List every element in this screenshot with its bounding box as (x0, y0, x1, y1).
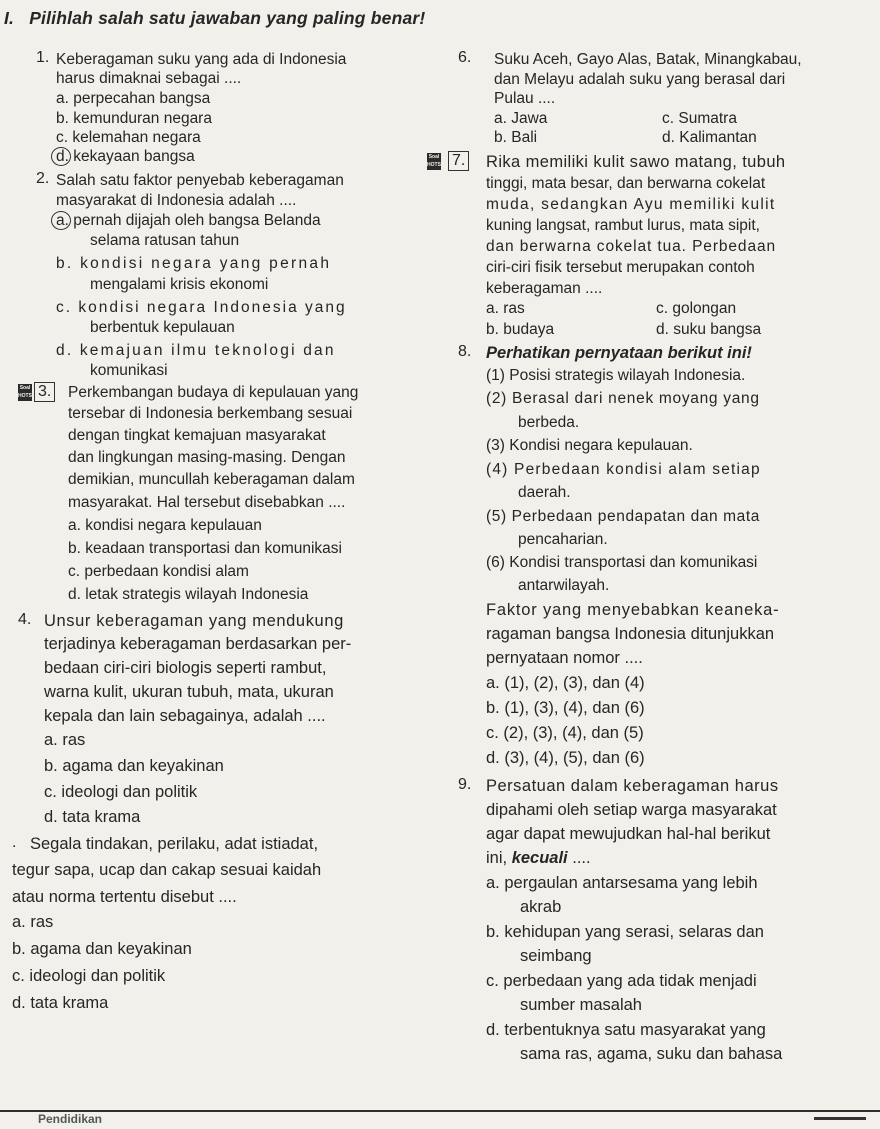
statement-4: (4) Perbedaan kondisi alam setiap (486, 461, 761, 478)
option-a[interactable]: a. ras (12, 913, 54, 931)
statement-4-continued: daerah. (518, 484, 571, 501)
option-b[interactable]: b. Bali (494, 129, 538, 146)
statement-5: (5) Perbedaan pendapatan dan mata (486, 508, 761, 525)
question-text: atau norma tertentu disebut .... (12, 888, 237, 906)
section-numeral: I. (4, 8, 15, 28)
question-text: bedaan ciri-ciri biologis seperti rambut, (44, 659, 327, 677)
option-c[interactable]: c. kelemahan negara (56, 129, 201, 146)
question-text: harus dimaknai sebagai .... (56, 70, 242, 87)
question-number: 1. (36, 49, 50, 66)
option-d-continued: sama ras, agama, suku dan bahasa (520, 1045, 783, 1063)
option-a[interactable]: a. ras (44, 731, 86, 749)
question-text: warna kulit, ukuran tubuh, mata, ukuran (44, 683, 334, 701)
question-number: 3. (34, 382, 55, 402)
selected-answer-circle (51, 147, 71, 166)
statement-2: (2) Berasal dari nenek moyang yang (486, 390, 760, 407)
option-a[interactable]: a. kondisi negara kepulauan (68, 517, 262, 534)
option-d[interactable]: d. terbentuknya satu masyarakat yang (486, 1021, 766, 1039)
page-bottom-rule (0, 1110, 880, 1112)
selected-answer-circle (51, 211, 71, 230)
option-c-continued: berbentuk kepulauan (90, 319, 235, 336)
option-c[interactable]: c. golongan (656, 300, 737, 317)
question-text: Pulau .... (494, 90, 556, 107)
statement-3: (3) Kondisi negara kepulauan. (486, 437, 693, 454)
question-text: Persatuan dalam keberagaman harus (486, 777, 779, 795)
option-c[interactable]: c. kondisi negara Indonesia yang (56, 299, 347, 316)
option-c[interactable]: c. ideologi dan politik (44, 783, 198, 801)
option-d[interactable]: d. suku bangsa (656, 321, 762, 338)
hots-badge: Soal HOTS (18, 385, 32, 399)
option-a[interactable]: a. pernah dijajah oleh bangsa Belanda (56, 212, 321, 229)
question-text: Suku Aceh, Gayo Alas, Batak, Minangkabau, (494, 51, 802, 68)
question-text: tinggi, mata besar, dan berwarna cokelat (486, 175, 766, 192)
option-b[interactable]: b. budaya (486, 321, 555, 338)
question-text: Faktor yang menyebabkan keaneka- (486, 601, 780, 619)
option-b[interactable]: b. kehidupan yang serasi, selaras dan (486, 923, 764, 941)
question-text: kepala dan lain sebagainya, adalah .... (44, 707, 326, 725)
option-c[interactable]: c. Sumatra (662, 110, 737, 127)
option-b[interactable]: b. agama dan keyakinan (12, 940, 192, 958)
statement-6: (6) Kondisi transportasi dan komunikasi (486, 554, 758, 571)
option-d[interactable]: d. tata krama (12, 994, 109, 1012)
question-number: 4. (18, 611, 32, 628)
question-text: Salah satu faktor penyebab keberagaman (56, 172, 344, 189)
option-b-continued: mengalami krisis ekonomi (90, 276, 269, 293)
question-text: Keberagaman suku yang ada di Indonesia (56, 51, 347, 68)
option-d[interactable]: d. letak strategis wilayah Indonesia (68, 586, 309, 603)
question-number: 8. (458, 343, 472, 360)
question-text: dan lingkungan masing-masing. Dengan (68, 449, 346, 466)
option-b[interactable]: b. keadaan transportasi dan komunikasi (68, 540, 342, 557)
option-d-continued: komunikasi (90, 362, 168, 379)
option-d[interactable]: d. Kalimantan (662, 129, 757, 146)
option-c[interactable]: c. ideologi dan politik (12, 967, 166, 985)
question-text: ragaman bangsa Indonesia ditunjukkan (486, 625, 775, 643)
option-b[interactable]: b. (1), (3), (4), dan (6) (486, 699, 645, 717)
question-text: keberagaman .... (486, 280, 603, 297)
section-heading (4, 8, 425, 29)
option-d[interactable]: d. kekayaan bangsa (56, 148, 195, 165)
option-c[interactable]: c. perbedaan kondisi alam (68, 563, 249, 580)
question-text: tegur sapa, ucap dan cakap sesuai kaidah (12, 861, 322, 879)
question-number: 6. (458, 49, 472, 66)
question-text: Segala tindakan, perilaku, adat istiadat, (30, 835, 319, 853)
option-a-continued: akrab (520, 898, 562, 916)
hots-badge: Soal HOTS (427, 154, 441, 168)
option-b[interactable]: b. kemunduran negara (56, 110, 212, 127)
question-text: masyarakat di Indonesia adalah .... (56, 192, 297, 209)
question-text: dan Melayu adalah suku yang berasal dari (494, 71, 786, 88)
question-number: 9. (458, 776, 472, 793)
option-b[interactable]: b. agama dan keyakinan (44, 757, 224, 775)
footer-partial-text: Pendidikan (38, 1112, 103, 1126)
option-c[interactable]: c. (2), (3), (4), dan (5) (486, 724, 644, 742)
option-a[interactable]: a. Jawa (494, 110, 548, 127)
question-text: Perkembangan budaya di kepulauan yang (68, 384, 359, 401)
question-text: ini, kecuali .... (486, 849, 591, 867)
option-d[interactable]: d. kemajuan ilmu teknologi dan (56, 342, 336, 359)
question-text: dengan tingkat kemajuan masyarakat (68, 427, 326, 444)
question-text: pernyataan nomor .... (486, 649, 643, 667)
option-b-continued: seimbang (520, 947, 592, 965)
question-text: ciri-ciri fisik tersebut merupakan contoh (486, 259, 755, 276)
question-text: tersebar di Indonesia berkembang sesuai (68, 405, 353, 422)
question-text: kuning langsat, rambut lurus, mata sipit, (486, 217, 760, 234)
question-text: agar dapat mewujudkan hal-hal berikut (486, 825, 771, 843)
option-a-continued: selama ratusan tahun (90, 232, 240, 249)
page-bottom-bar (814, 1117, 866, 1120)
question-number: . (12, 834, 17, 851)
question-text: masyarakat. Hal tersebut disebabkan .... (68, 494, 346, 511)
option-d[interactable]: d. (3), (4), (5), dan (6) (486, 749, 645, 767)
option-c-continued: sumber masalah (520, 996, 642, 1014)
option-a[interactable]: a. ras (486, 300, 525, 317)
option-a[interactable]: a. (1), (2), (3), dan (4) (486, 674, 645, 692)
question-number: 7. (448, 151, 469, 171)
question-number: 2. (36, 170, 50, 187)
question-text: Unsur keberagaman yang mendukung (44, 612, 344, 630)
option-d[interactable]: d. tata krama (44, 808, 141, 826)
option-c[interactable]: c. perbedaan yang ada tidak menjadi (486, 972, 757, 990)
option-b[interactable]: b. kondisi negara yang pernah (56, 255, 332, 272)
statement-5-continued: pencaharian. (518, 531, 608, 548)
question-text: Perhatikan pernyataan berikut ini! (486, 344, 752, 362)
question-text: dipahami oleh setiap warga masyarakat (486, 801, 777, 819)
question-text: terjadinya keberagaman berdasarkan per- (44, 635, 352, 653)
option-a[interactable]: a. pergaulan antarsesama yang lebih (486, 874, 758, 892)
question-text: muda, sedangkan Ayu memiliki kulit (486, 196, 776, 213)
section-title: Pilihlah salah satu jawaban yang paling benar! (29, 8, 426, 28)
question-text: demikian, muncullah keberagaman dalam (68, 471, 355, 488)
statement-1: (1) Posisi strategis wilayah Indonesia. (486, 367, 746, 384)
option-a[interactable]: a. perpecahan bangsa (56, 90, 211, 107)
statement-6-continued: antarwilayah. (518, 577, 610, 594)
question-text: Rika memiliki kulit sawo matang, tubuh (486, 153, 786, 171)
statement-2-continued: berbeda. (518, 414, 580, 431)
question-text: dan berwarna cokelat tua. Perbedaan (486, 238, 777, 255)
